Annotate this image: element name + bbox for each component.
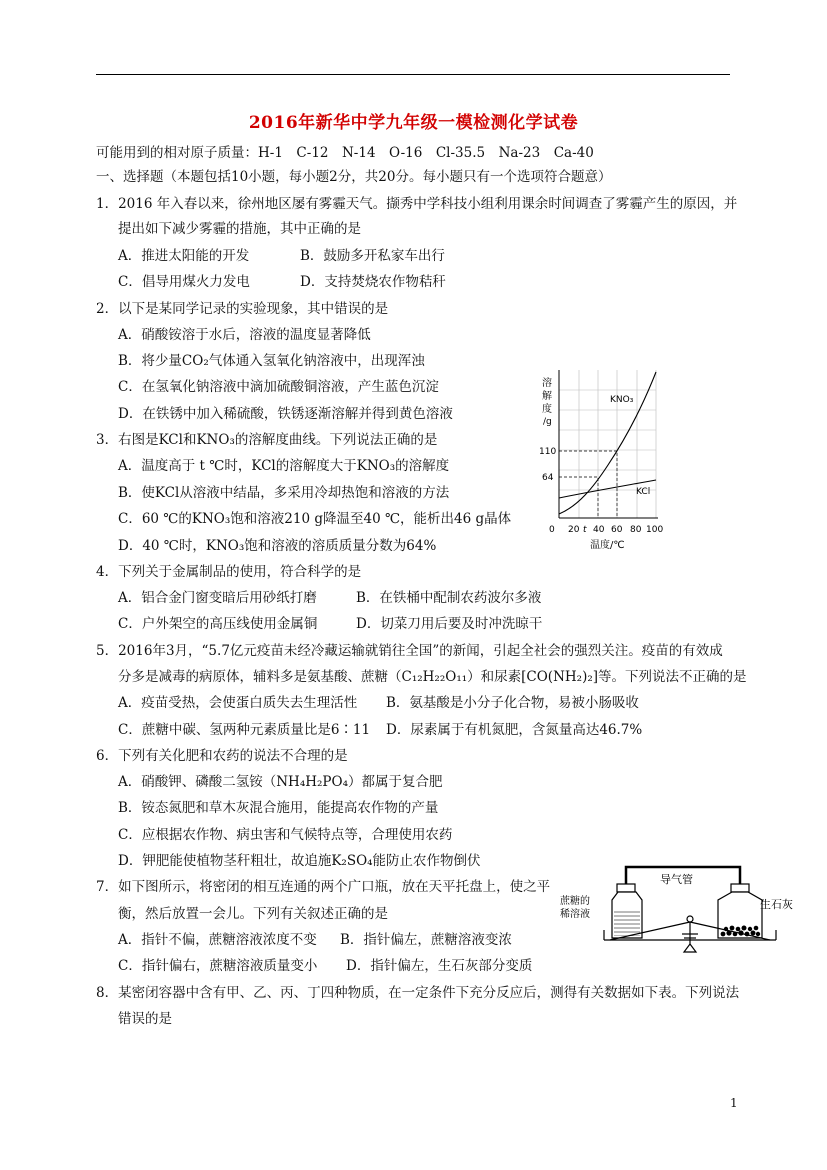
y-axis-label-2: 解 xyxy=(542,391,552,402)
solubility-curve-figure xyxy=(538,370,672,552)
x-tick-80: 80 xyxy=(630,525,642,535)
left-bottle-label-2: 稀溶液 xyxy=(560,909,590,920)
left-bottle xyxy=(612,884,642,938)
right-bottle-label: 生石灰 xyxy=(760,898,793,911)
q8-stem-line1: 8．某密闭容器中含有甲、乙、丙、丁四种物质，在一定条件下充分反应后，测得有关数据如下表。下列说法 xyxy=(96,985,740,1001)
section-heading: 一、选择题（本题包括10小题，每小题2分，共20分。每小题只有一个选项符合题意） xyxy=(96,169,612,185)
y-tick-64: 64 xyxy=(542,473,554,483)
y-tick-110: 110 xyxy=(539,447,557,457)
q6-option-b: B．铵态氮肥和草木灰混合施用，能提高农作物的产量 xyxy=(118,800,439,816)
q2-option-a: A．硝酸铵溶于水后，溶液的温度显著降低 xyxy=(118,327,371,343)
q3-stem: 3．右图是KCl和KNO₃的溶解度曲线。下列说法正确的是 xyxy=(96,432,438,448)
q5-option-d: D．尿素属于有机氮肥，含氮量高达46.7% xyxy=(386,722,643,738)
q1-stem-line1: 1．2016 年入春以来，徐州地区屡有雾霾天气。撷秀中学科技小组利用课余时间调查了雾霾产生的原因，并 xyxy=(96,196,738,212)
q6-option-c: C．应根据农作物、病虫害和气候特点等，合理使用农药 xyxy=(118,827,453,843)
q1-stem-line2: 提出如下减少雾霾的措施，其中正确的是 xyxy=(118,221,361,237)
page-number: 1 xyxy=(730,1096,738,1110)
x-axis-label: 温度/℃ xyxy=(590,540,625,551)
q5-option-b: B．氨基酸是小分子化合物，易被小肠吸收 xyxy=(386,695,639,711)
x-tick-20: 20 xyxy=(568,525,580,535)
q3-option-d: D．40 ℃时，KNO₃饱和溶液的溶质质量分数为64% xyxy=(118,538,437,554)
q4-option-b: B．在铁桶中配制农药波尔多液 xyxy=(356,590,542,606)
q5-stem-line2: 分多是减毒的病原体，辅料多是氨基酸、蔗糖（C₁₂H₂₂O₁₁）和尿素[CO(NH₂)₂]等。下列说法不正确的是 xyxy=(118,669,747,685)
kno3-label: KNO₃ xyxy=(610,395,634,405)
q6-stem: 6．下列有关化肥和农药的说法不合理的是 xyxy=(96,748,348,764)
y-axis-label-1: 溶 xyxy=(542,378,552,389)
q7-option-a: A．指针不偏，蔗糖溶液浓度不变 xyxy=(118,932,317,948)
q1-option-c: C．倡导用煤火力发电 xyxy=(118,274,250,290)
q4-stem: 4．下列关于金属制品的使用，符合科学的是 xyxy=(96,564,362,580)
top-rule xyxy=(96,74,730,75)
reference-dash-lines xyxy=(559,451,617,518)
q7-stem-line2: 衡，然后放置一会儿。下列有关叙述正确的是 xyxy=(118,906,388,922)
y-axis-label-3: 度 xyxy=(542,404,552,415)
q2-stem: 2．以下是某同学记录的实验现象，其中错误的是 xyxy=(96,301,389,317)
q7-stem-line1: 7．如下图所示，将密闭的相互连通的两个广口瓶，放在天平托盘上，使之平 xyxy=(96,879,551,895)
q2-option-d: D．在铁锈中加入稀硫酸，铁锈逐渐溶解并得到黄色溶液 xyxy=(118,406,453,422)
q7-option-d: D．指针偏左，生石灰部分变质 xyxy=(346,958,533,974)
q3-option-a: A．温度高于 t ℃时，KCl的溶解度大于KNO₃的溶解度 xyxy=(118,458,450,474)
q1-option-b: B．鼓励多开私家车出行 xyxy=(300,248,445,264)
x-tick-60: 60 xyxy=(611,525,623,535)
q3-option-b: B．使KCl从溶液中结晶，多采用冷却热饱和溶液的方法 xyxy=(118,485,450,501)
x-tick-t: t xyxy=(583,525,587,535)
page-title: 2016年新华中学九年级一模检测化学试卷 xyxy=(248,113,579,133)
left-bottle-label-1: 蔗糖的 xyxy=(560,896,590,907)
tube-label: 导气管 xyxy=(660,873,693,886)
y-axis-label-4: /g xyxy=(543,417,552,427)
q1-option-a: A．推进太阳能的开发 xyxy=(118,248,250,264)
x-tick-100: 100 xyxy=(646,525,664,535)
q2-option-c: C．在氢氧化钠溶液中滴加硫酸铜溶液，产生蓝色沉淀 xyxy=(118,379,439,395)
kcl-label: KCl xyxy=(636,487,651,497)
q6-option-d: D．钾肥能使植物茎秆粗壮，故追施K₂SO₄能防止农作物倒伏 xyxy=(118,853,481,869)
q8-stem-line2: 错误的是 xyxy=(118,1011,172,1027)
q6-option-a: A．硝酸钾、磷酸二氢铵（NH₄H₂PO₄）都属于复合肥 xyxy=(118,774,443,790)
q3-option-c: C．60 ℃的KNO₃饱和溶液210 g降温至40 ℃，能析出46 g晶体 xyxy=(118,511,512,527)
x-tick-40: 40 xyxy=(593,525,605,535)
q5-stem-line1: 5．2016年3月，“5.7亿元疫苗未经冷藏运输就销往全国”的新闻，引起全社会的强烈关注。疫苗的有效成 xyxy=(96,643,723,659)
q5-option-a: A．疫苗受热，会使蛋白质失去生理活性 xyxy=(118,695,358,711)
q7-option-b: B．指针偏左，蔗糖溶液变浓 xyxy=(340,932,512,948)
balance-apparatus-figure xyxy=(560,862,800,962)
atomic-masses: 可能用到的相对原子质量：H-1 C-12 N-14 O-16 Cl-35.5 Na-23 Ca-40 xyxy=(96,145,594,161)
q4-option-d: D．切菜刀用后要及时冲洗晾干 xyxy=(356,616,543,632)
q7-option-c: C．指针偏右，蔗糖溶液质量变小 xyxy=(118,958,318,974)
q1-option-d: D．支持焚烧农作物秸秆 xyxy=(300,274,446,290)
origin-label: 0 xyxy=(549,525,555,535)
q5-option-c: C．蔗糖中碳、氢两种元素质量比是6∶11 xyxy=(118,722,371,738)
q2-option-b: B．将少量CO₂气体通入氢氧化钠溶液中，出现浑浊 xyxy=(118,353,425,369)
q4-option-a: A．铝合金门窗变暗后用砂纸打磨 xyxy=(118,590,317,606)
q4-option-c: C．户外架空的高压线使用金属铜 xyxy=(118,616,318,632)
